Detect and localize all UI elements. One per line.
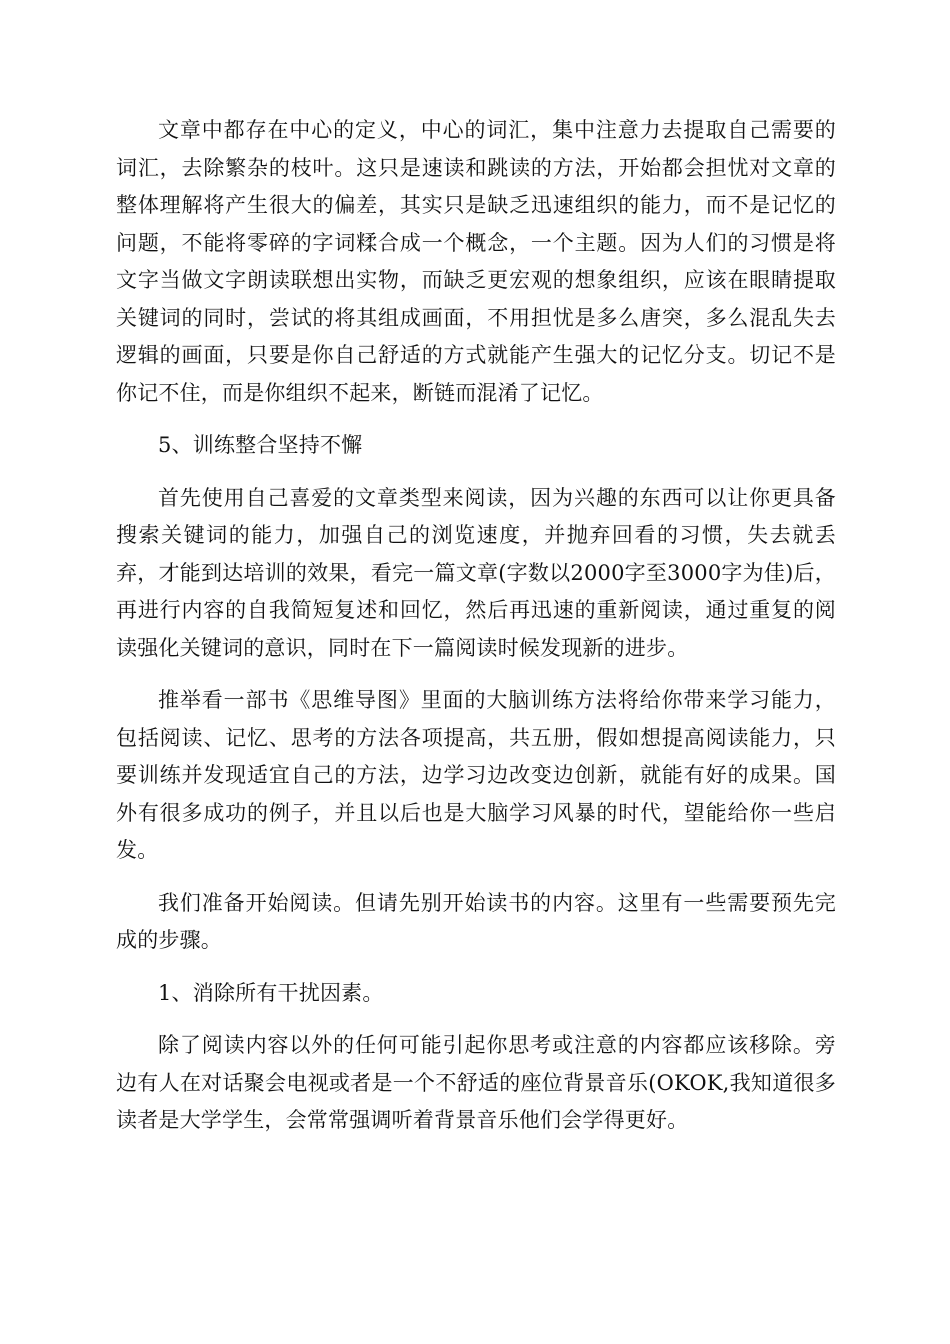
document-body [116,112,836,1155]
paragraph-keyword-organization: 文章中都存在中心的定义，中心的词汇，集中注意力去提取自己需要的词汇，去除繁杂的枝叶。这只是速读和跳读的方法，开始都会担忧对文章的整体理解将产生很大的偏差，其实只是缺乏迅速组织的能力，而不是记忆的问题，不能将零碎的字词糅合成一个概念，一个主题。因为人们的习惯是将文字当做文字朗读联想出实物，而缺乏更宏观的想象组织，应该在眼睛提取关键词的同时，尝试的将其组成画面，不用担忧是多么唐突，多么混乱失去逻辑的画面，只要是你自己舒适的方式就能产生强大的记忆分支。切记不是你记不住，而是你组织不起来，断链而混淆了记忆。 [116,118,836,405]
paragraph-prepare-reading: 我们准备开始阅读。但请先别开始读书的内容。这里有一些需要预先完成的步骤。 [116,890,836,952]
section-heading-1: 1、消除所有干扰因素。 [158,980,384,1005]
section-heading-5: 5、训练整合坚持不懈 [158,433,363,457]
paragraph-remove-distractions: 除了阅读内容以外的任何可能引起你思考或注意的内容都应该移除。旁边有人在对话聚会电视或者是一个不舒适的座位背景音乐(OKOK,我知道很多读者是大学学生，会常常强调听着背景音乐他们会学得更好。 [116,1033,836,1132]
paragraph-mind-map-book: 推举看一部书《思维导图》里面的大脑训练方法将给你带来学习能力，包括阅读、记忆、思考的方法各项提高，共五册，假如想提高阅读能力，只要训练并发现适宜自己的方法，边学习边改变边创新，就能有好的成果。国外有很多成功的例子，并且以后也是大脑学习风暴的时代，望能给你一些启发。 [116,688,836,862]
paragraph-preferred-articles: 首先使用自己喜爱的文章类型来阅读，因为兴趣的东西可以让你更具备搜索关键词的能力，加强自己的浏览速度，并抛弃回看的习惯，失去就丢弃，才能到达培训的效果，看完一篇文章(字数以2000字至3000字为佳)后，再进行内容的自我简短复述和回忆，然后再迅速的重新阅读，通过重复的阅读强化关键词的意识，同时在下一篇阅读时候发现新的进步。 [116,485,836,660]
